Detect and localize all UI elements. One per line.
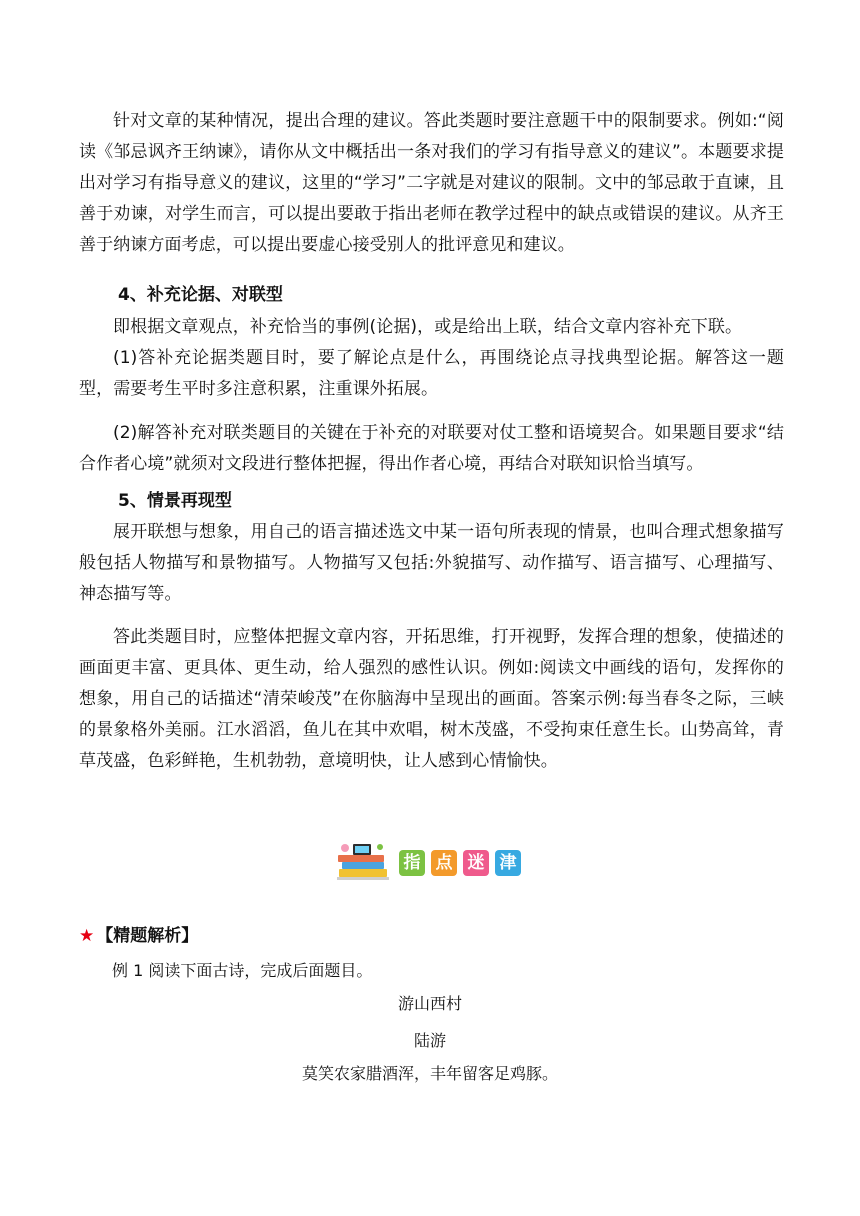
- paragraph-couplet: (2)解答补充对联类题目的关键在于补充的对联要对仗工整和语境契合。如果题目要求“结合作者心境”就须对文段进行整体把握，得出作者心境，再结合对联知识恰当填写。: [79, 423, 784, 474]
- analysis-title: 【精题解析】: [96, 926, 199, 946]
- books-icon: [333, 838, 395, 884]
- analysis-heading: [79, 922, 198, 950]
- banner-tile-3: 迷: [463, 850, 489, 876]
- poem-line: 莫笑农家腊酒浑，丰年留客足鸡豚。: [301, 1064, 558, 1083]
- poem-author: 陆游: [413, 1031, 446, 1050]
- banner-tile-4: 津: [495, 850, 521, 876]
- paragraph-scene-intro: 展开联想与想象，用自己的语言描述选文中某一语句所表现的情景，也叫合理式想象描写般包括人物描写和景物描写。人物描写又包括:外貌描写、动作描写、语言描写、心理描写、神态描写等。: [79, 522, 784, 604]
- banner-tile-1: 指: [399, 850, 425, 876]
- paragraph-section-4-intro: 即根据文章观点，补充恰当的事例(论据)，或是给出上联，结合文章内容补充下联。: [113, 317, 743, 337]
- heading-section-4: 4、补充论据、对联型: [118, 285, 283, 305]
- paragraph-suggestion: 针对文章的某种情况，提出合理的建议。答此类题时要注意题干中的限制要求。例如:“阅读《邹忌讽齐王纳谏》，请你从文中概括出一条对我们的学习有指导意义的建议”。本题要求提出对学习有指导意义的建议，这里的“学习”二字就是对建议的限制。文中的邹忌敢于直谏，且善于劝谏，对学生而言，可以提出要敢于指出老师在教学过程中的缺点或错误的建议。从齐王善于纳谏方面考虑，可以提出要虚心接受别人的批评意见和建议。: [79, 111, 784, 255]
- paragraph-scene-method: 答此类题目时，应整体把握文章内容，开拓思维，打开视野，发挥合理的想象，使描述的画面更丰富、更具体、更生动，给人强烈的感性认识。例如:阅读文中画线的语句，发挥你的想象，用自己的话描述“清荣峻茂”在你脑海中呈现出的画面。答案示例:每当春冬之际，三峡的景象格外美丽。江水滔滔，鱼儿在其中欢唱，树木茂盛，不受拘束任意生长。山势高耸，青草茂盛，色彩鲜艳，生机勃勃，意境明快，让人感到心情愉快。: [79, 627, 784, 771]
- paragraph-argument: (1)答补充论据类题目时，要了解论点是什么，再围绕论点寻找典型论据。解答这一题型，需要考生平时多注意积累，注重课外拓展。: [79, 348, 784, 399]
- heading-section-5: 5、情景再现型: [118, 491, 232, 511]
- star-icon: ★: [79, 926, 95, 946]
- guidance-banner: [333, 838, 529, 884]
- example-prompt: 例 1 阅读下面古诗，完成后面题目。: [112, 961, 373, 980]
- banner-tile-2: 点: [431, 850, 457, 876]
- poem-title: 游山西村: [397, 994, 462, 1013]
